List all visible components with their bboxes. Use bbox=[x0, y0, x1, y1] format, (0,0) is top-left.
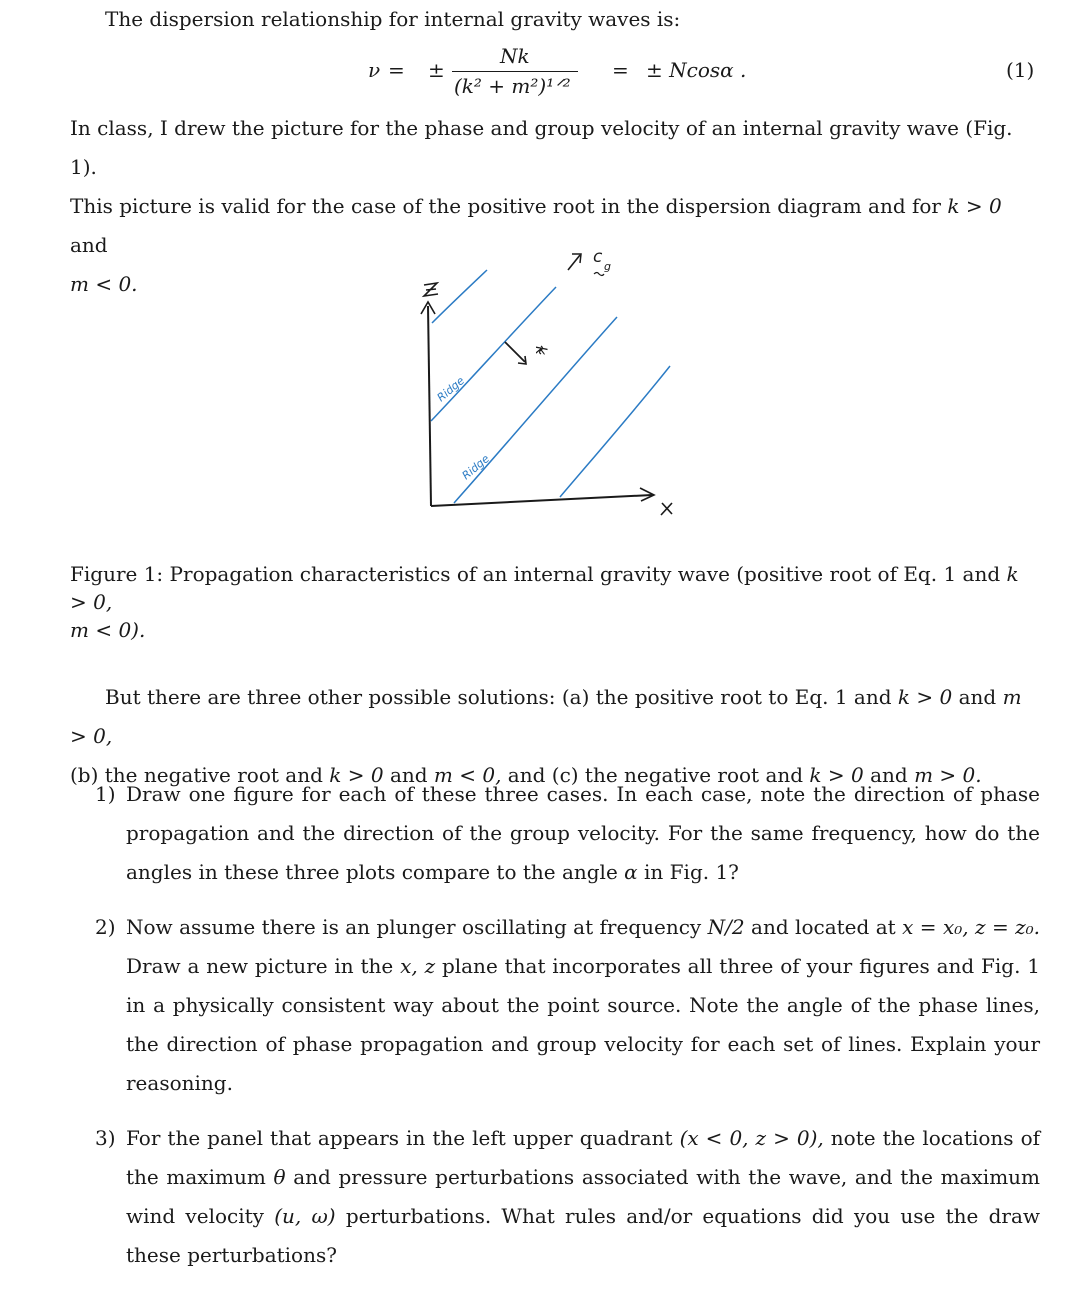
z-axis-label bbox=[424, 283, 438, 296]
eq-rhs: ± Ncosα . bbox=[646, 58, 747, 82]
question-2 bbox=[95, 908, 1040, 1103]
eq-plus-minus: ± bbox=[428, 58, 445, 82]
alpha-symbol: α bbox=[624, 860, 638, 884]
svg-text:Ridge: Ridge bbox=[434, 374, 468, 405]
phase-line-3 bbox=[454, 317, 617, 503]
question-3 bbox=[95, 1119, 1040, 1275]
question-1-text-end: in Fig. 1? bbox=[644, 860, 739, 884]
question-2-text-d: plane that incorporates all three of your figures and Fig. 1 in a physically consistent way about the point source. Note the angle of the phase lines, the direction of phase propagation and group velocity for each set of lines. Explain your reasoning. bbox=[126, 954, 1040, 1095]
para2-cond2: m > 0, bbox=[70, 685, 1022, 748]
wind-velocity-expr: (u, ω) bbox=[274, 1204, 336, 1228]
question-3-text-b: note the locations of the maximum bbox=[126, 1126, 1041, 1189]
caption-label: Figure 1: bbox=[70, 562, 164, 586]
para2-cond4: m < 0, bbox=[433, 763, 502, 787]
eq-equals-2: = bbox=[612, 58, 629, 82]
para2-and2: and bbox=[389, 763, 428, 787]
question-2-text-b: and located at bbox=[751, 915, 896, 939]
para2-and1: and bbox=[958, 685, 997, 709]
question-3-number: 3) bbox=[95, 1126, 116, 1150]
svg-text:k: k bbox=[532, 346, 550, 355]
question-1-text: Draw one figure for each of these three cases. In each case, note the direction of phase propagation and the direction of the group velocity. For the same frequency, how do the angles in these three plots compare to the angle bbox=[126, 782, 1040, 884]
para2-cond3: k > 0 bbox=[329, 763, 384, 787]
figure-1-caption bbox=[70, 560, 1040, 644]
svg-text:Ridge: Ridge bbox=[459, 452, 493, 483]
caption-cond-m: m < 0). bbox=[70, 618, 146, 642]
question-3-text-c: and pressure perturbations associated with the wave, and the maximum wind velocity bbox=[126, 1165, 1041, 1228]
intro-text: The dispersion relationship for internal gravity waves is: bbox=[105, 7, 681, 31]
cg-tilde bbox=[594, 273, 604, 276]
cg-arrow bbox=[568, 255, 580, 270]
frequency-expr: N/2 bbox=[707, 915, 745, 939]
quadrant-expr: (x < 0, z > 0), bbox=[679, 1126, 824, 1150]
eq-nu: ν bbox=[368, 58, 381, 82]
para1-line2: This picture is valid for the case of the positive root in the dispersion diagram and for bbox=[70, 194, 941, 218]
eq-number: (1) bbox=[1006, 58, 1035, 82]
para2-part1: But there are three other possible solutions: (a) the positive root to Eq. 1 and bbox=[105, 685, 892, 709]
z-axis bbox=[428, 306, 431, 506]
caption-cond-k: k > 0, bbox=[70, 562, 1019, 614]
x-axis-label bbox=[661, 503, 672, 515]
k-label bbox=[532, 346, 550, 356]
cg-label: c bbox=[593, 247, 603, 267]
question-1 bbox=[95, 775, 1040, 892]
caption-text: Propagation characteristics of an internal gravity wave (positive root of Eq. 1 and bbox=[169, 562, 1001, 586]
eq-numerator: Nk bbox=[500, 44, 530, 68]
theta-symbol: θ bbox=[273, 1165, 286, 1189]
question-2-text-c: Draw a new picture in the bbox=[126, 954, 394, 978]
question-2-text: Now assume there is an plunger oscillating at frequency bbox=[126, 915, 702, 939]
eq-denominator: (k² + m²)¹ᐟ² bbox=[454, 74, 571, 98]
k-vector bbox=[505, 342, 525, 362]
phase-line-1 bbox=[432, 270, 487, 323]
eq-equals-1: = bbox=[388, 58, 405, 82]
question-3-text-d: perturbations. What rules and/or equations did you use the draw these perturbations? bbox=[126, 1204, 1041, 1267]
question-1-number: 1) bbox=[95, 782, 116, 806]
question-2-number: 2) bbox=[95, 915, 116, 939]
para1-and: and bbox=[70, 233, 108, 257]
phase-line-4 bbox=[560, 366, 670, 497]
para2-part3: and (c) the negative root and bbox=[507, 763, 804, 787]
xz-plane: x, z bbox=[400, 954, 436, 978]
para1-line1: In class, I drew the picture for the phase and group velocity of an internal gravity wave (Fig. 1). bbox=[70, 116, 1013, 179]
x-axis bbox=[431, 495, 652, 506]
para2-cond6: m > 0. bbox=[914, 763, 982, 787]
plunger-location: x = x₀, z = z₀. bbox=[902, 915, 1041, 939]
para2-cond1: k > 0 bbox=[897, 685, 953, 709]
para2-and3: and bbox=[870, 763, 908, 787]
question-3-text: For the panel that appears in the left upper quadrant bbox=[126, 1126, 673, 1150]
cond-m-neg: m < 0. bbox=[70, 272, 138, 296]
cg-subscript: g bbox=[604, 260, 611, 273]
para2-part2: (b) the negative root and bbox=[70, 763, 323, 787]
para2-cond5: k > 0 bbox=[809, 763, 864, 787]
cond-k-pos: k > 0 bbox=[947, 194, 1002, 218]
